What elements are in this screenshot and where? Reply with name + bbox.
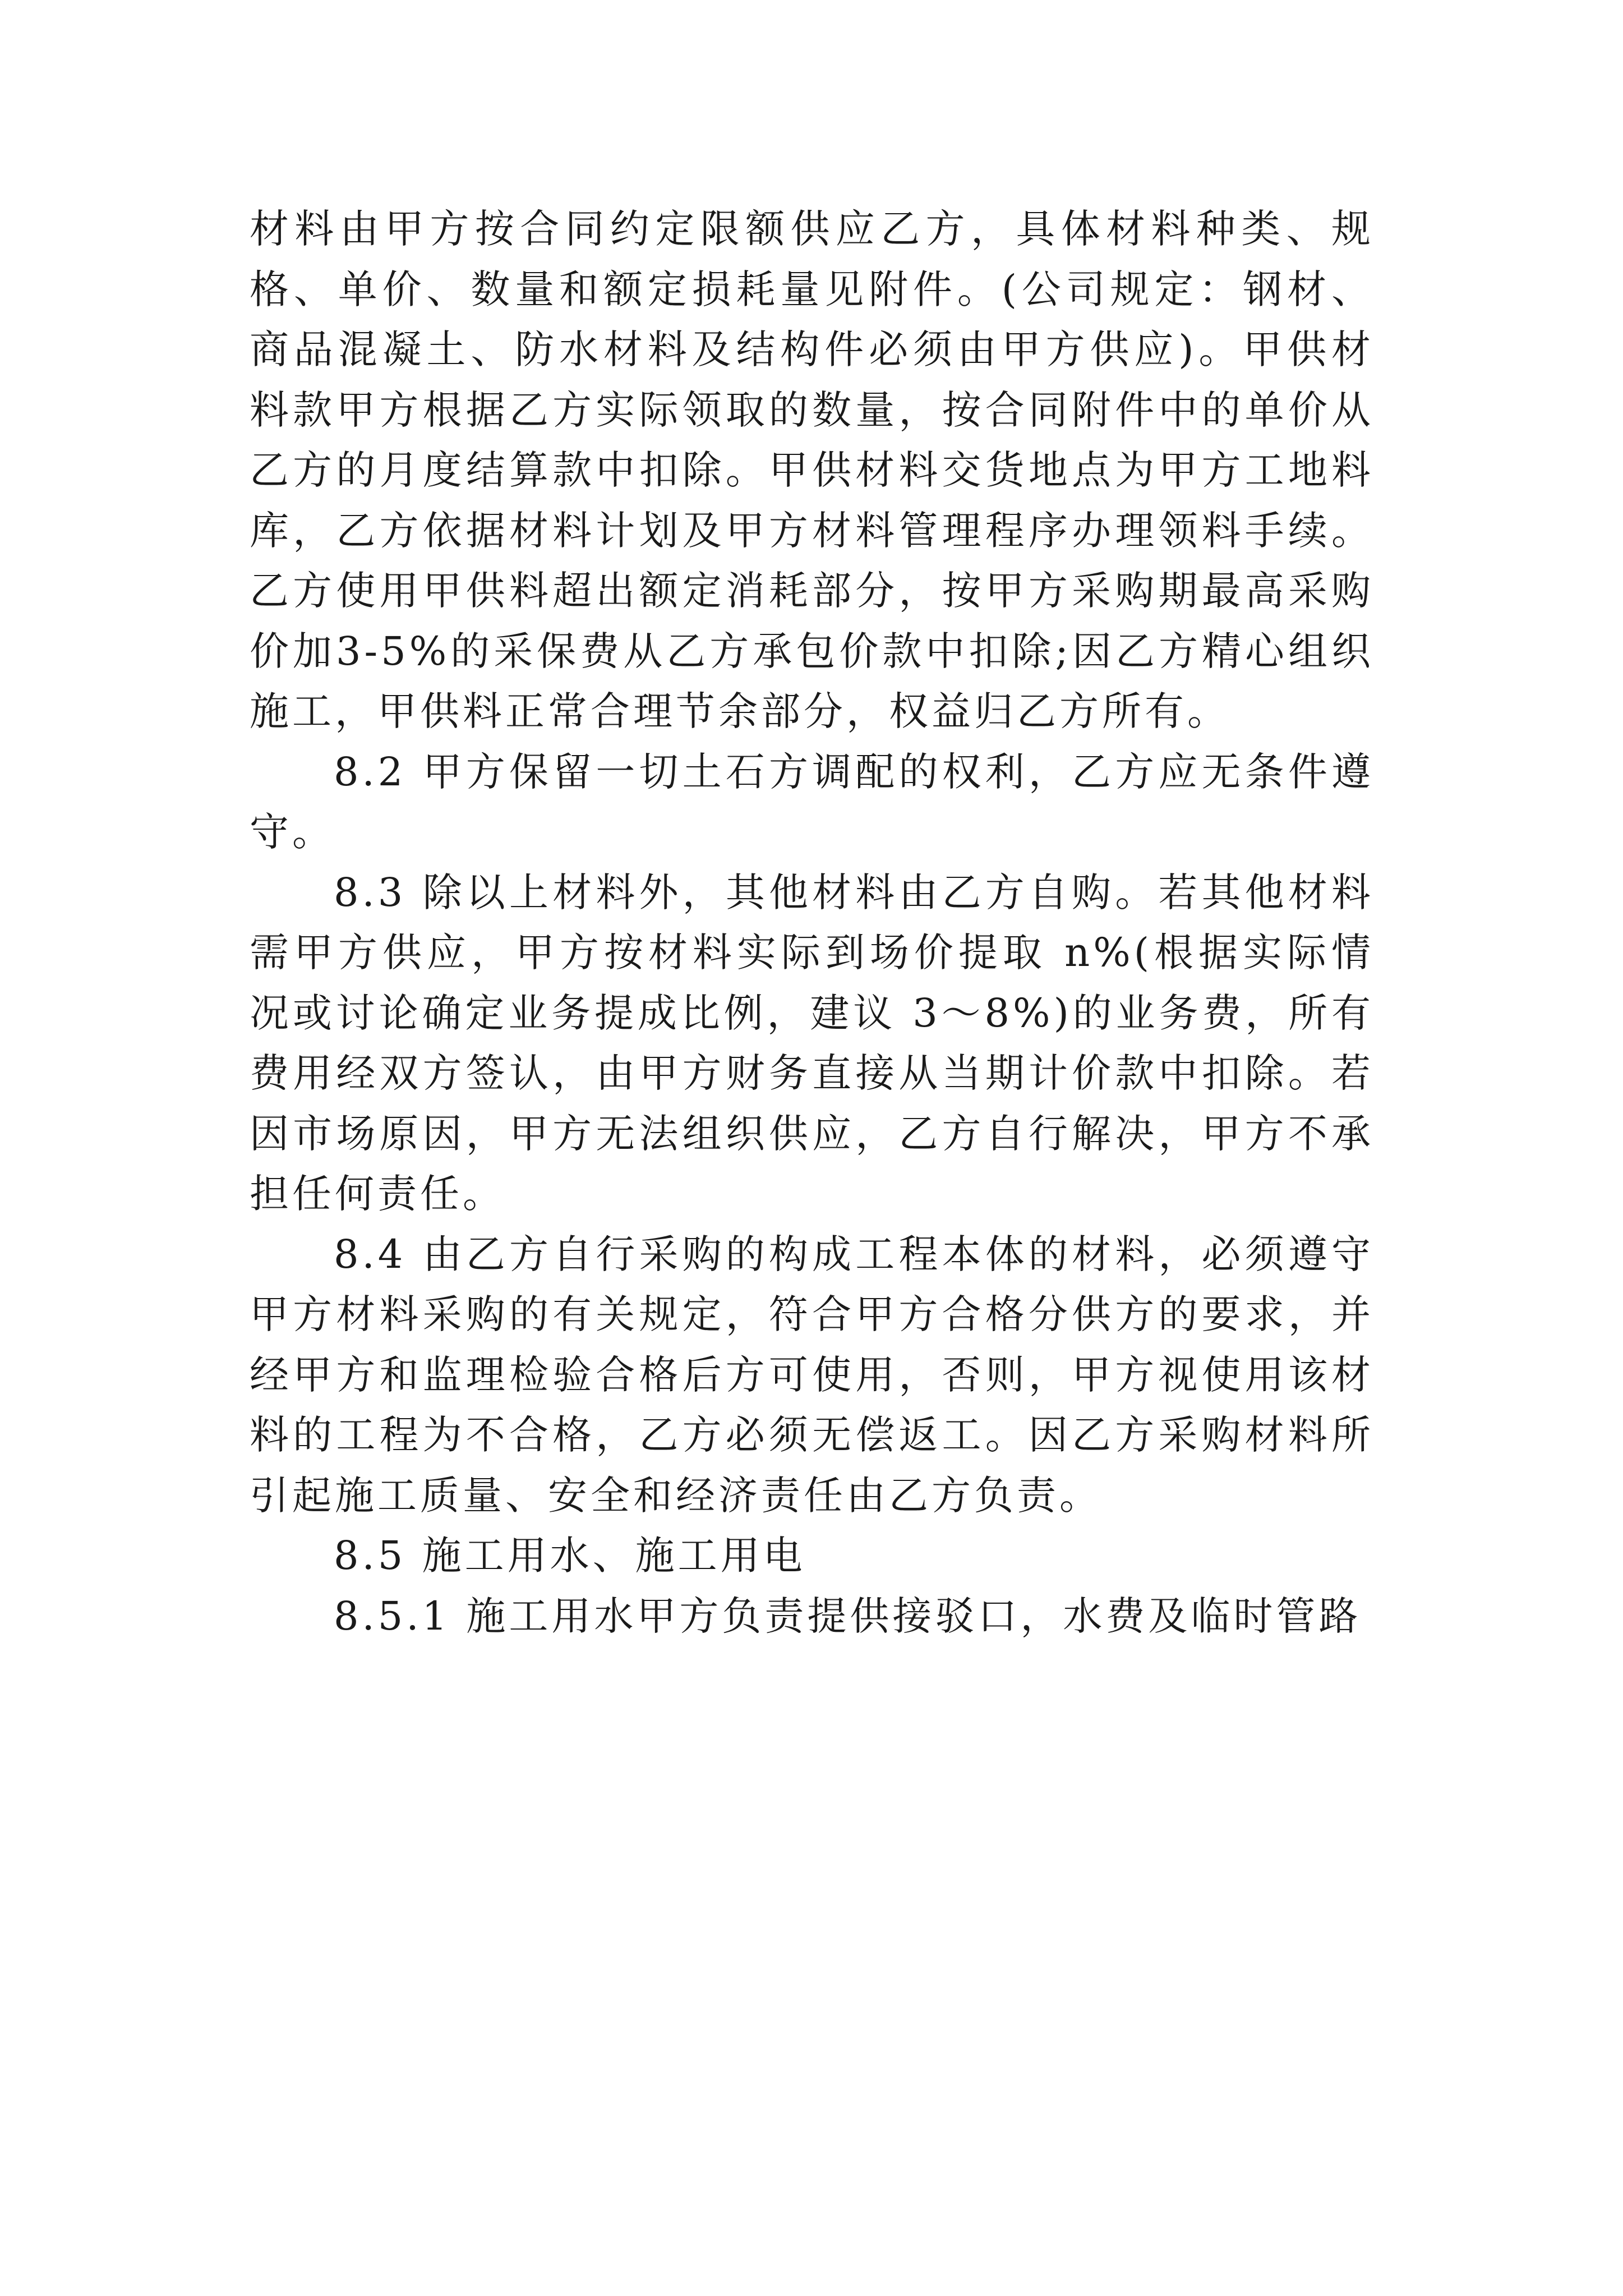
document-body — [250, 199, 1374, 1646]
paragraph-8-5: 8.5 施工用水、施工用电 — [334, 1533, 806, 1579]
paragraph-material-supply: 材料由甲方按合同约定限额供应乙方，具体材料种类、规格、单价、数量和额定损耗量见附件。(公司规定：钢材、商品混凝土、防水材料及结构件必须由甲方供应)。甲供材料款甲方根据乙方实际领取的数量，按合同附件中的单价从乙方的月度结算款中扣除。甲供材料交货地点为甲方工地料库，乙方依据材料计划及甲方材料管理程序办理领料手续。乙方使用甲供料超出额定消耗部分，按甲方采购期最高采购价加3-5%的采保费从乙方承包价款中扣除;因乙方精心组织施工，甲供料正常合理节余部分，权益归乙方所有。 — [250, 206, 1374, 734]
paragraph-8-3: 8.3 除以上材料外，其他材料由乙方自购。若其他材料需甲方供应，甲方按材料实际到场价提取 n%(根据实际情况或讨论确定业务提成比例，建议 3～8%)的业务费，所有费用经双方签认，由甲方财务直接从当期计价款中扣除。若因市场原因，甲方无法组织供应，乙方自行解决，甲方不承担任何责任。 — [250, 869, 1374, 1217]
paragraph-8-5-1: 8.5.1 施工用水甲方负责提供接驳口，水费及临时管路 — [334, 1593, 1362, 1639]
paragraph-8-2: 8.2 甲方保留一切土石方调配的权利，乙方应无条件遵守。 — [250, 748, 1374, 855]
paragraph-8-4: 8.4 由乙方自行采购的构成工程本体的材料，必须遵守甲方材料采购的有关规定，符合甲方合格分供方的要求，并经甲方和监理检验合格后方可使用，否则，甲方视使用该材料的工程为不合格，乙方必须无偿返工。因乙方采购材料所引起施工质量、安全和经济责任由乙方负责。 — [250, 1231, 1374, 1519]
